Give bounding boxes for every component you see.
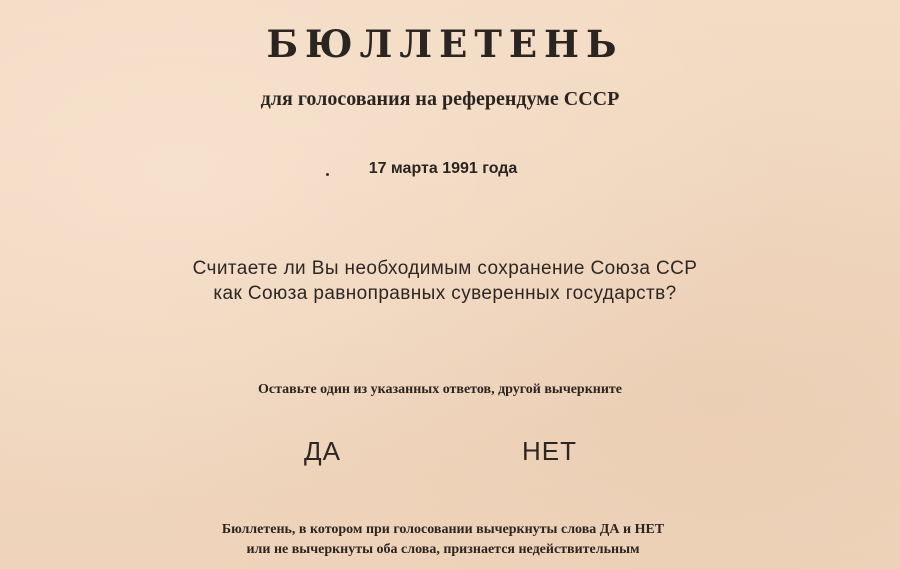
note-line-2: или не вычеркнуты оба слова, признается недействительным	[246, 542, 640, 557]
answer-yes-option[interactable]: ДА	[304, 436, 341, 466]
ballot-title: БЮЛЛЕТЕНЬ	[266, 22, 624, 66]
ballot-subtitle: для голосования на референдуме СССР	[260, 88, 620, 110]
referendum-date: 17 марта 1991 года	[368, 160, 518, 177]
invalid-ballot-note	[0, 520, 886, 560]
question-line-2: как Союза равноправных суверенных государств?	[213, 283, 677, 304]
voting-instruction: Оставьте один из указанных ответов, другой вычеркните	[257, 382, 623, 397]
answer-no-option[interactable]: НЕТ	[522, 436, 577, 466]
referendum-question	[100, 256, 790, 306]
question-line-1: Считаете ли Вы необходимым сохранение Союза ССР	[192, 258, 698, 279]
note-line-1: Бюллетень, в котором при голосовании вычеркнуты слова ДА и НЕТ	[221, 522, 665, 537]
